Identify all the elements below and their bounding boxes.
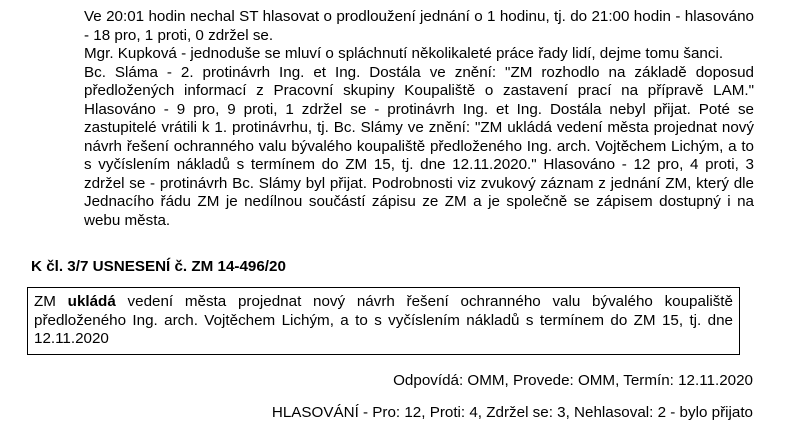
vote-result-line: HLASOVÁNÍ - Pro: 12, Proti: 4, Zdržel se: 3, Nehlasoval: 2 - bylo přijato: [271, 404, 753, 421]
resolution-text: [34, 293, 733, 349]
resolution-box: [27, 287, 740, 355]
minutes-text: [84, 8, 754, 230]
paragraph-extension-vote: Ve 20:01 hodin nechal ST hlasovat o prodloužení jednání o 1 hodinu, tj. do 21:00 hodin - hlasováno - 18 pro, 1 proti, 0 zdržel se.: [84, 8, 754, 44]
resolution-lead: ZM: [34, 293, 56, 310]
resolution-verb: ukládá: [67, 293, 116, 310]
paragraph-counterproposals: Bc. Sláma - 2. protinávrh Ing. et Ing. Dostála ve znění: "ZM rozhodlo na základě doposud předložených informací z Pracovní skupiny Koupaliště o zastavení prací na přípravě LAM." Hlasováno - 9 pro, 9 proti, 1 zdržel se - protinávrh Ing. et Ing. Dostála nebyl přijat. Poté se zastupitelé vrátili k 1. protinávrhu, tj. Bc. Slámy ve znění: "ZM ukládá vedení města projednat nový návrh řešení ochranného valu bývalého koupaliště předloženého Ing. arch. Vojtěchem Lichým, a to s vyčíslením nákladů s termínem do ZM 15, tj. dne 12.11.2020." Hlasováno - 12 pro, 4 proti, 3 zdržel se - protinávrh Bc. Slámy byl přijat. Podrobnosti viz zvukový záznam z jednání ZM, který dle Jednacího řádu ZM je nedílnou součástí zápisu ze ZM a je společně se zápisem dostupný i na webu města.: [84, 63, 754, 229]
paragraph-kupkova-remark: Mgr. Kupková - jednoduše se mluví o spláchnutí několikaleté práce řady lidí, dejme tomu šanci.: [84, 45, 724, 62]
resolution-heading: K čl. 3/7 USNESENÍ č. ZM 14-496/20: [31, 258, 286, 275]
responsible-line: Odpovídá: OMM, Provede: OMM, Termín: 12.11.2020: [393, 372, 753, 389]
resolution-body: vedení města projednat nový návrh řešení ochranného valu bývalého koupaliště předloženého Ing. arch. Vojtěchem Lichým, a to s vyčíslením nákladů s termínem do ZM 15, tj. dne 12.11.2020: [34, 293, 733, 347]
